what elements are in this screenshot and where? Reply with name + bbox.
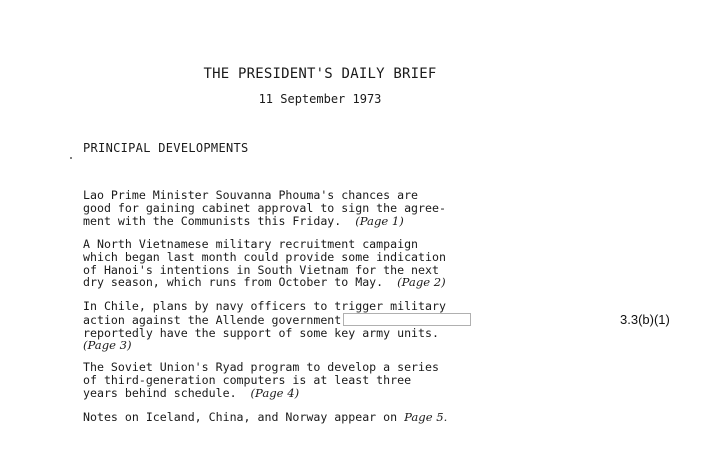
paragraph-line: which began last month could provide some indication — [83, 249, 446, 264]
document-title: THE PRESIDENT'S DAILY BRIEF — [203, 66, 437, 82]
stray-mark — [70, 157, 72, 159]
section-heading: PRINCIPAL DEVELOPMENTS — [83, 141, 249, 155]
paragraph-line: reportedly have the support of some key army units. — [83, 325, 439, 340]
page-reference: (Page 1) — [355, 213, 404, 228]
page-reference: (Page 2) — [397, 275, 446, 290]
redaction-box — [343, 313, 471, 326]
paragraph-soviet — [83, 361, 593, 399]
page-reference: (Page 4) — [250, 385, 300, 400]
paragraph-notes — [83, 411, 593, 424]
paragraph-line: of third-generation computers is at least three — [83, 372, 412, 387]
page-reference: Page 5. — [404, 410, 448, 424]
paragraph-north-vietnam — [83, 238, 593, 289]
paragraph-line: Notes on Iceland, China, and Norway appear on — [83, 410, 398, 424]
paragraph-chile — [83, 300, 593, 352]
paragraph-line: A North Vietnamese military recruitment campaign — [83, 237, 419, 251]
paragraph-line: years behind schedule. — [83, 385, 237, 400]
paragraph-line: The Soviet Union's Ryad program to develop a series — [83, 360, 439, 374]
paragraph-laos — [83, 189, 593, 227]
paragraph-line: of Hanoi's intentions in South Vietnam for the next — [83, 262, 439, 277]
redaction-label: 3.3(b)(1) — [620, 312, 670, 327]
page-reference: (Page 3) — [83, 338, 132, 353]
paragraph-line: action against the Allende government — [83, 312, 342, 327]
paragraph-line: dry season, which runs from October to May. — [83, 275, 384, 290]
paragraph-line: Lao Prime Minister Souvanna Phouma's chances are — [83, 188, 419, 202]
paragraph-line: good for gaining cabinet approval to sign the agree- — [83, 200, 446, 215]
paragraph-line: ment with the Communists this Friday. — [83, 213, 342, 228]
paragraph-line: In Chile, plans by navy officers to trigger military — [83, 299, 446, 313]
document-date: 11 September 1973 — [258, 92, 382, 106]
